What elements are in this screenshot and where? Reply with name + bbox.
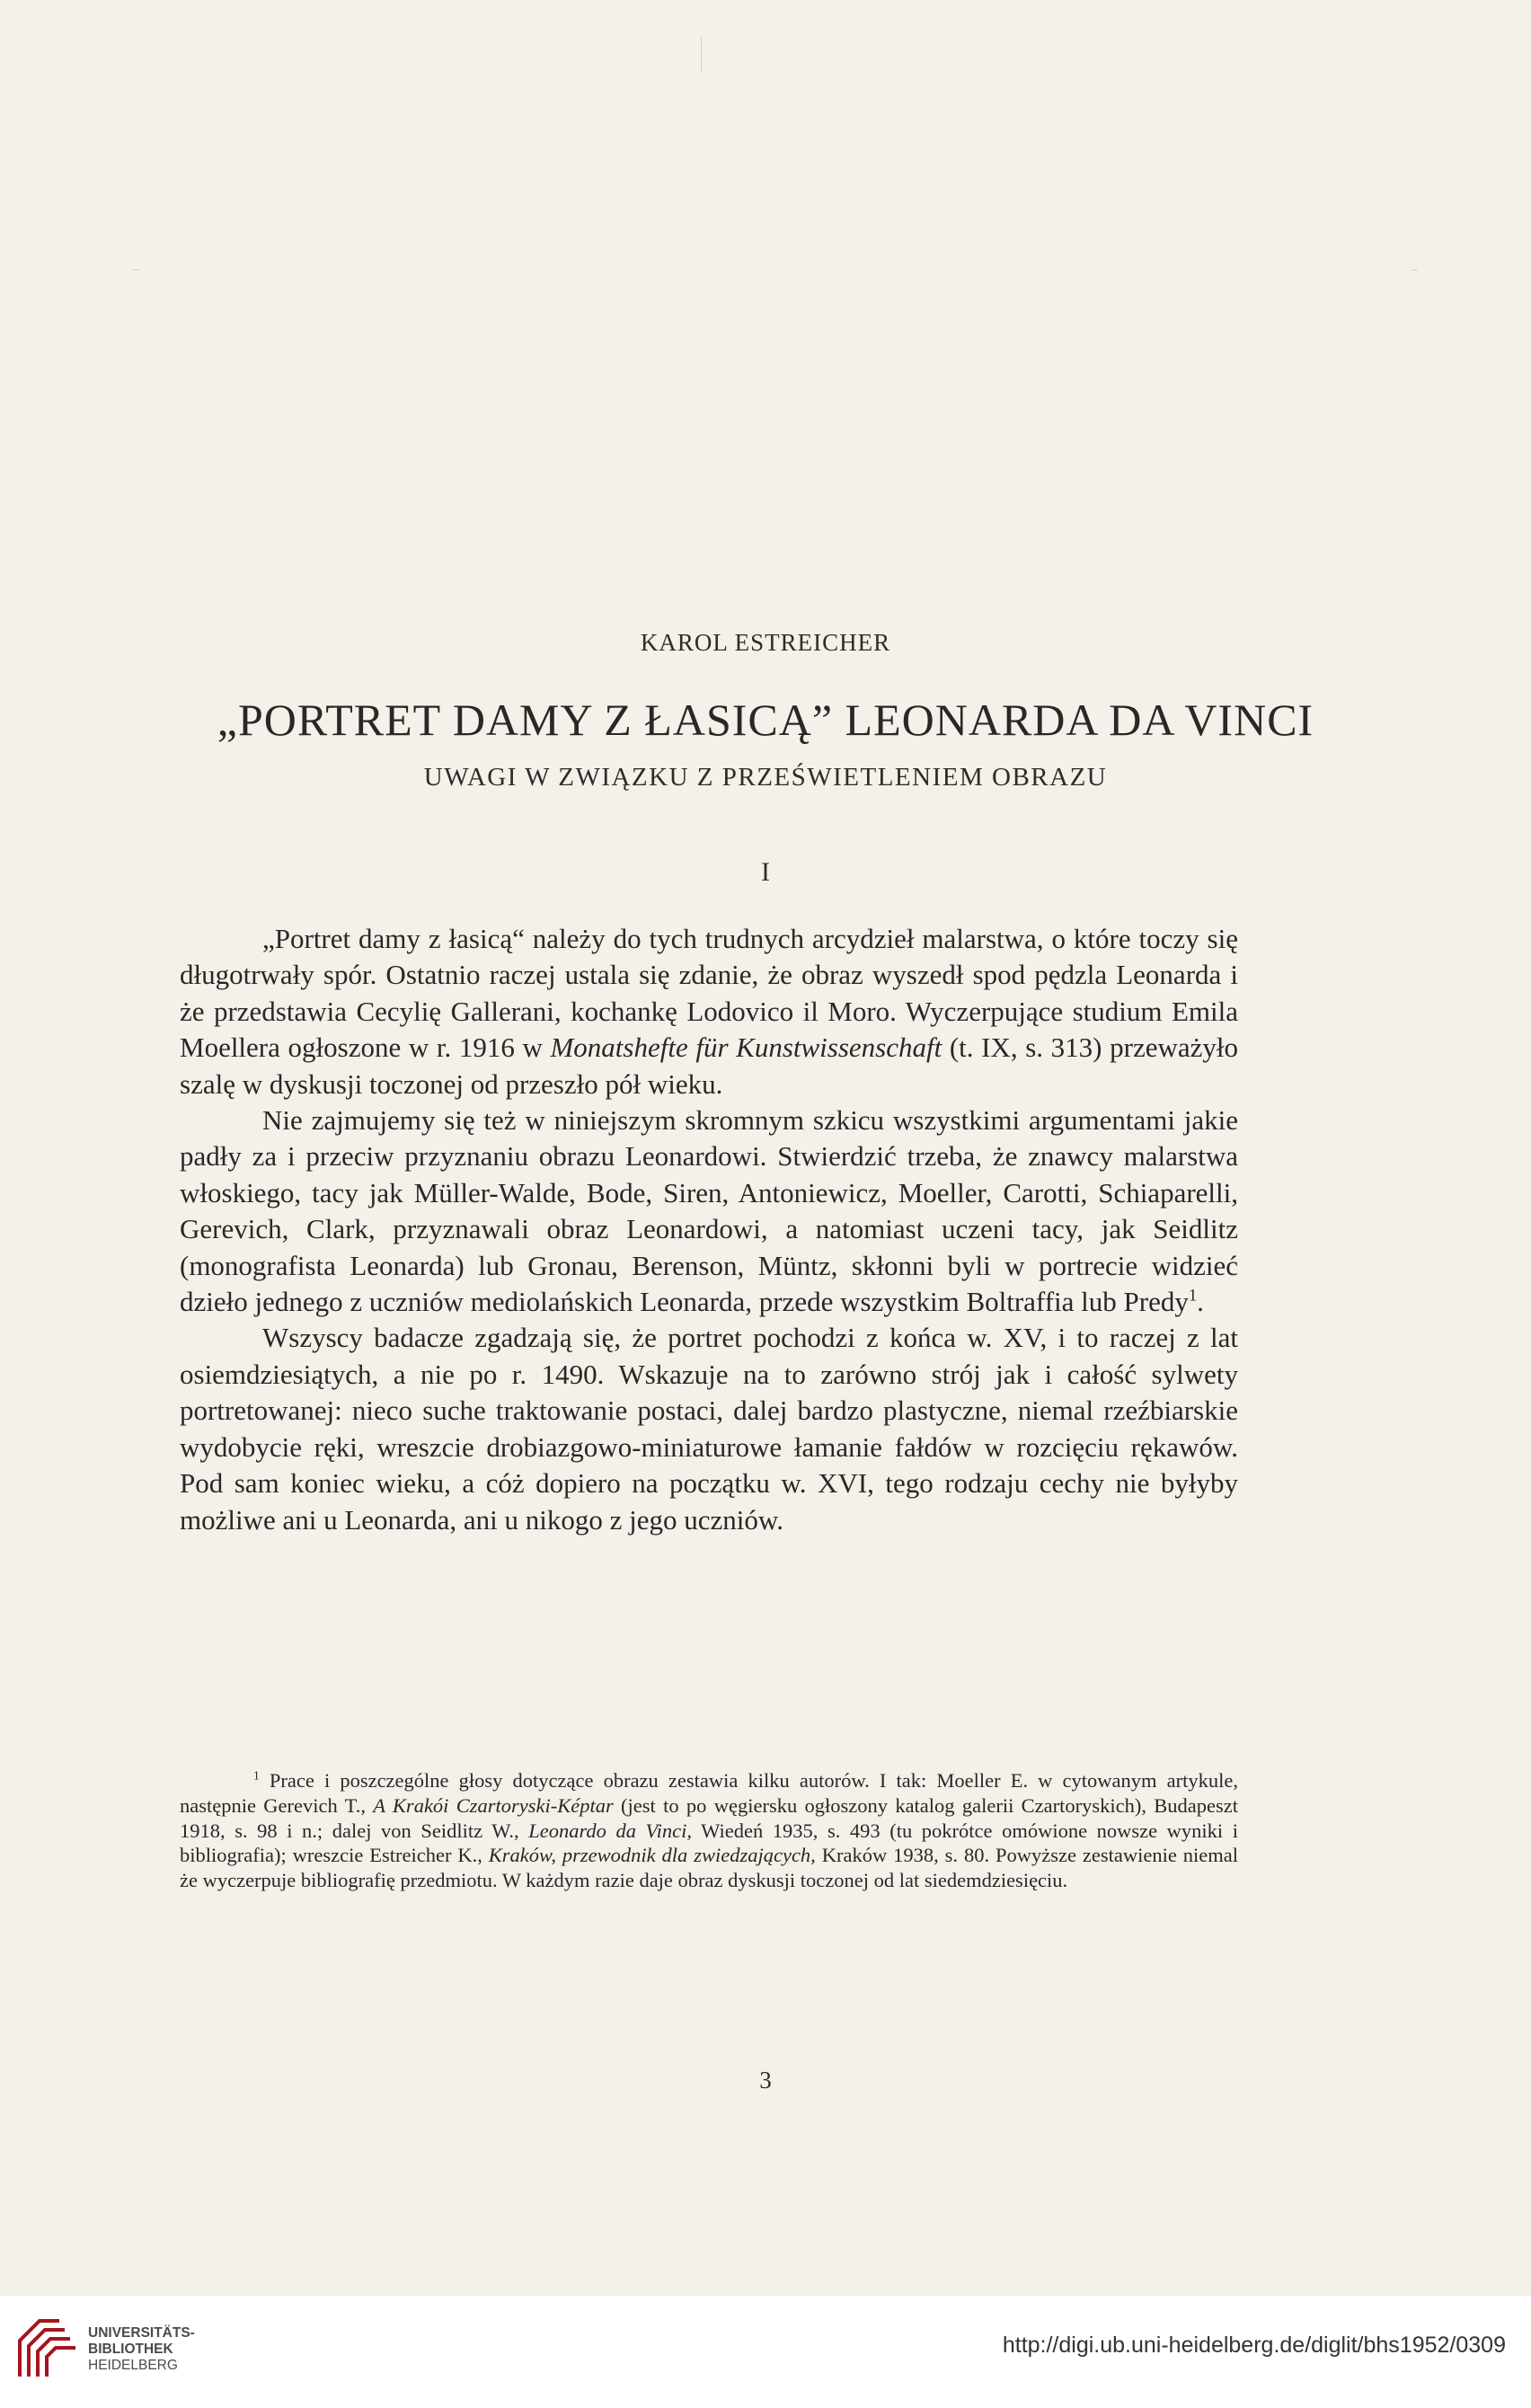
footnote xyxy=(180,1768,1238,1893)
library-name-line: HEIDELBERG xyxy=(88,2358,178,2373)
article-title: „PORTRET DAMY Z ŁASICĄ” LEONARDA DA VINCI xyxy=(217,695,1314,745)
library-name xyxy=(88,2325,195,2374)
section-number: I xyxy=(761,857,770,887)
footnote-text: (jest to po węgiersku ogłoszony katalog galerii Czartoryskich), Budapeszt 1918, s. 98 i n.; dalej von Seidlitz W., xyxy=(180,1793,1239,1842)
article-body xyxy=(180,921,1238,1538)
scan-mark xyxy=(701,36,702,72)
source-url-link[interactable]: http://digi.ub.uni-heidelberg.de/diglit/bhs1952/0309 xyxy=(1002,2333,1506,2358)
author-name: KAROL ESTREICHER xyxy=(640,629,891,656)
page-number: 3 xyxy=(759,2067,772,2094)
cited-title: A Krakói Czartoryski-Képtar xyxy=(373,1793,614,1817)
paragraph-text: . xyxy=(1197,1286,1204,1318)
article-subtitle: UWAGI W ZWIĄZKU Z PRZEŚWIETLENIEM OBRAZU xyxy=(423,763,1108,792)
footnote-text: Prace i poszczególne głosy dotyczące obrazu zestawia kilku autorów. I tak: Moeller E. w cytowanym artykule, następnie Gerevich T., xyxy=(180,1769,1238,1817)
footnote-text: Wiedeń 1935, s. 493 (tu pokrótce omówione nowsze wyniki i bibliografia); wreszcie Estreicher K., xyxy=(180,1819,1239,1867)
paragraph-text: (t. IX, s. 313) przeważyło szalę w dyskusji toczonej od przeszło pół wieku. xyxy=(180,1031,1238,1100)
footnote-text: Kraków 1938, s. 80. Powyższe zestawienie niemal że wyczerpuje bibliografię przedmiotu. W każdym razie daje obraz dyskusji toczonej od lat siedemdziesięciu. xyxy=(180,1844,1238,1892)
paragraph-text: „Portret damy z łasicą“ należy do tych trudnych arcydzieł malarstwa, o które toczy się długotrwały spór. Ostatnio raczej ustala się zdanie, że obraz wyszedł spod pędzla Leonarda i że przedstawia Cecylię Gallerani, kochankę Lodovico il Moro. Wyczerpujące studium Emila Moellera ogłoszone w r. 1916 w xyxy=(180,923,1238,1064)
cited-title: Kraków, przewodnik dla zwiedzających, xyxy=(488,1844,816,1867)
library-name-line: BIBLIOTHEK xyxy=(88,2342,173,2357)
library-name-line: UNIVERSITÄTS- xyxy=(88,2325,195,2341)
journal-title: Monatshefte für Kunstwissenschaft xyxy=(550,1031,942,1064)
footnote-reference: 1 xyxy=(1188,1286,1198,1306)
body-paragraph: Wszyscy badacze zgadzają się, że portret pochodzi z końca w. XV, i to raczej z lat osiemdziesiątych, a nie po r. 1490. Wskazuje na to zarówno strój jak i całość sylwety portretowanej: nieco suche traktowanie postaci, dalej bardzo plastyczne, niemal rzeźbiarskie wydobycie ręki, wreszcie drobiazgowo-miniaturowe łamanie fałdów w rozcięciu rękawów. Pod sam koniec wieku, a cóż dopiero na początku w. XVI, tego rodzaju cechy nie byłyby możliwe ani u Leonarda, ani u nikogo z jego uczniów. xyxy=(180,1322,1238,1536)
body-paragraph xyxy=(180,921,1238,1102)
body-paragraph xyxy=(180,1102,1238,1320)
footnote-paragraph xyxy=(180,1768,1238,1893)
paragraph-text: Nie zajmujemy się też w niniejszym skromnym szkicu wszystkimi argumentami jakie padły za i przeciw przyznaniu obrazu Leonardowi. Stwierdzić trzeba, że znawcy malarstwa włoskiego, tacy jak Müller-Walde, Bode, Siren, Antoniewicz, Moeller, Carotti, Schiaparelli, Gerevich, Clark, przyznawali obraz Leonardowi, a natomiast uczeni tacy, jak Seidlitz (monografista Leonarda) lub Gronau, Berenson, Müntz, skłonni byli w portrecie widzieć dzieło jednego z uczniów mediolańskich Leonarda, przede wszystkim Boltraffia lub Predy xyxy=(180,1104,1238,1318)
heidelberg-library-logo-icon xyxy=(13,2314,81,2382)
footnote-marker: 1 xyxy=(253,1768,260,1783)
cited-title: Leonardo da Vinci, xyxy=(528,1819,692,1842)
